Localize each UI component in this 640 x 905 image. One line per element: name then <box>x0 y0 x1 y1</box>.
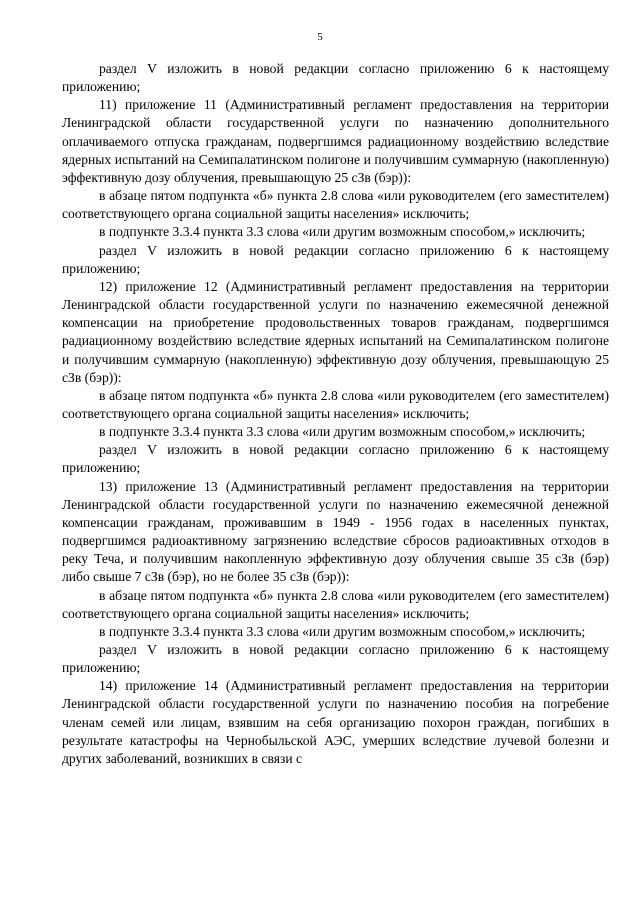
paragraph: раздел V изложить в новой редакции согласно приложению 6 к настоящему приложению; <box>62 642 609 676</box>
paragraph: раздел V изложить в новой редакции согласно приложению 6 к настоящему приложению; <box>62 61 609 95</box>
paragraph: в подпункте 3.3.4 пункта 3.3 слова «или другим возможным способом,» исключить; <box>99 623 586 639</box>
paragraph: в подпункте 3.3.4 пункта 3.3 слова «или другим возможным способом,» исключить; <box>99 224 586 240</box>
paragraph: 13) приложение 13 (Административный регламент предоставления на территории Ленинградской области государственной услуги по назначению ежемесячной денежной компенсации гражданам, проживавшим в 1949 - 1956 годах в населенных пунктах, подвергшимся радиоактивному загрязнению вследствие сбросов радиоактивных отходов в реку Теча, и получившим накопленную эффективную дозу облучения свыше 35 сЗв (бэр) либо свыше 7 сЗв (бэр), но не более 35 сЗв (бэр)): <box>62 478 609 585</box>
paragraph: 11) приложение 11 (Административный регламент предоставления на территории Ленинградской области государственной услуги по назначению дополнительного оплачиваемого отпуска гражданам, подвергшимся радиационному воздействию вследствие ядерных испытаний на Семипалатинском полигоне и получившим суммарную (накопленную) эффективную дозу облучения, превышающую 25 сЗв (бэр)): <box>62 97 609 185</box>
paragraph: 14) приложение 14 (Административный регламент предоставления на территории Ленинградской области государственной услуги по назначению пособия на погребение членам семей или лицам, взявшим на себя организацию похорон граждан, погибших в результате катастрофы на Чернобыльской АЭС, умерших вследствие лучевой болезни и других заболеваний, возникших в связи с <box>62 678 609 766</box>
paragraph: в абзаце пятом подпункта «б» пункта 2.8 слова «или руководителем (его заместителем) соответствующего органа социальной защиты населения» исключить; <box>62 188 609 222</box>
paragraph: 12) приложение 12 (Административный регламент предоставления на территории Ленинградской области государственной услуги по назначению ежемесячной денежной компенсации на приобретение продовольственных товаров гражданам, подвергшимся радиационному воздействию вследствие ядерных испытаний на Семипалатинском полигоне и получившим суммарную (накопленную) эффективную дозу облучения, превышающую 25 сЗв (бэр)): <box>62 278 609 385</box>
document-body <box>62 60 609 768</box>
paragraph: в абзаце пятом подпункта «б» пункта 2.8 слова «или руководителем (его заместителем) соответствующего органа социальной защиты населения» исключить; <box>62 587 609 621</box>
paragraph: раздел V изложить в новой редакции согласно приложению 6 к настоящему приложению; <box>62 242 609 276</box>
paragraph: в абзаце пятом подпункта «б» пункта 2.8 слова «или руководителем (его заместителем) соответствующего органа социальной защиты населения» исключить; <box>62 387 609 421</box>
page-number: 5 <box>317 31 323 43</box>
paragraph: раздел V изложить в новой редакции согласно приложению 6 к настоящему приложению; <box>62 442 609 476</box>
paragraph: в подпункте 3.3.4 пункта 3.3 слова «или другим возможным способом,» исключить; <box>99 424 586 440</box>
